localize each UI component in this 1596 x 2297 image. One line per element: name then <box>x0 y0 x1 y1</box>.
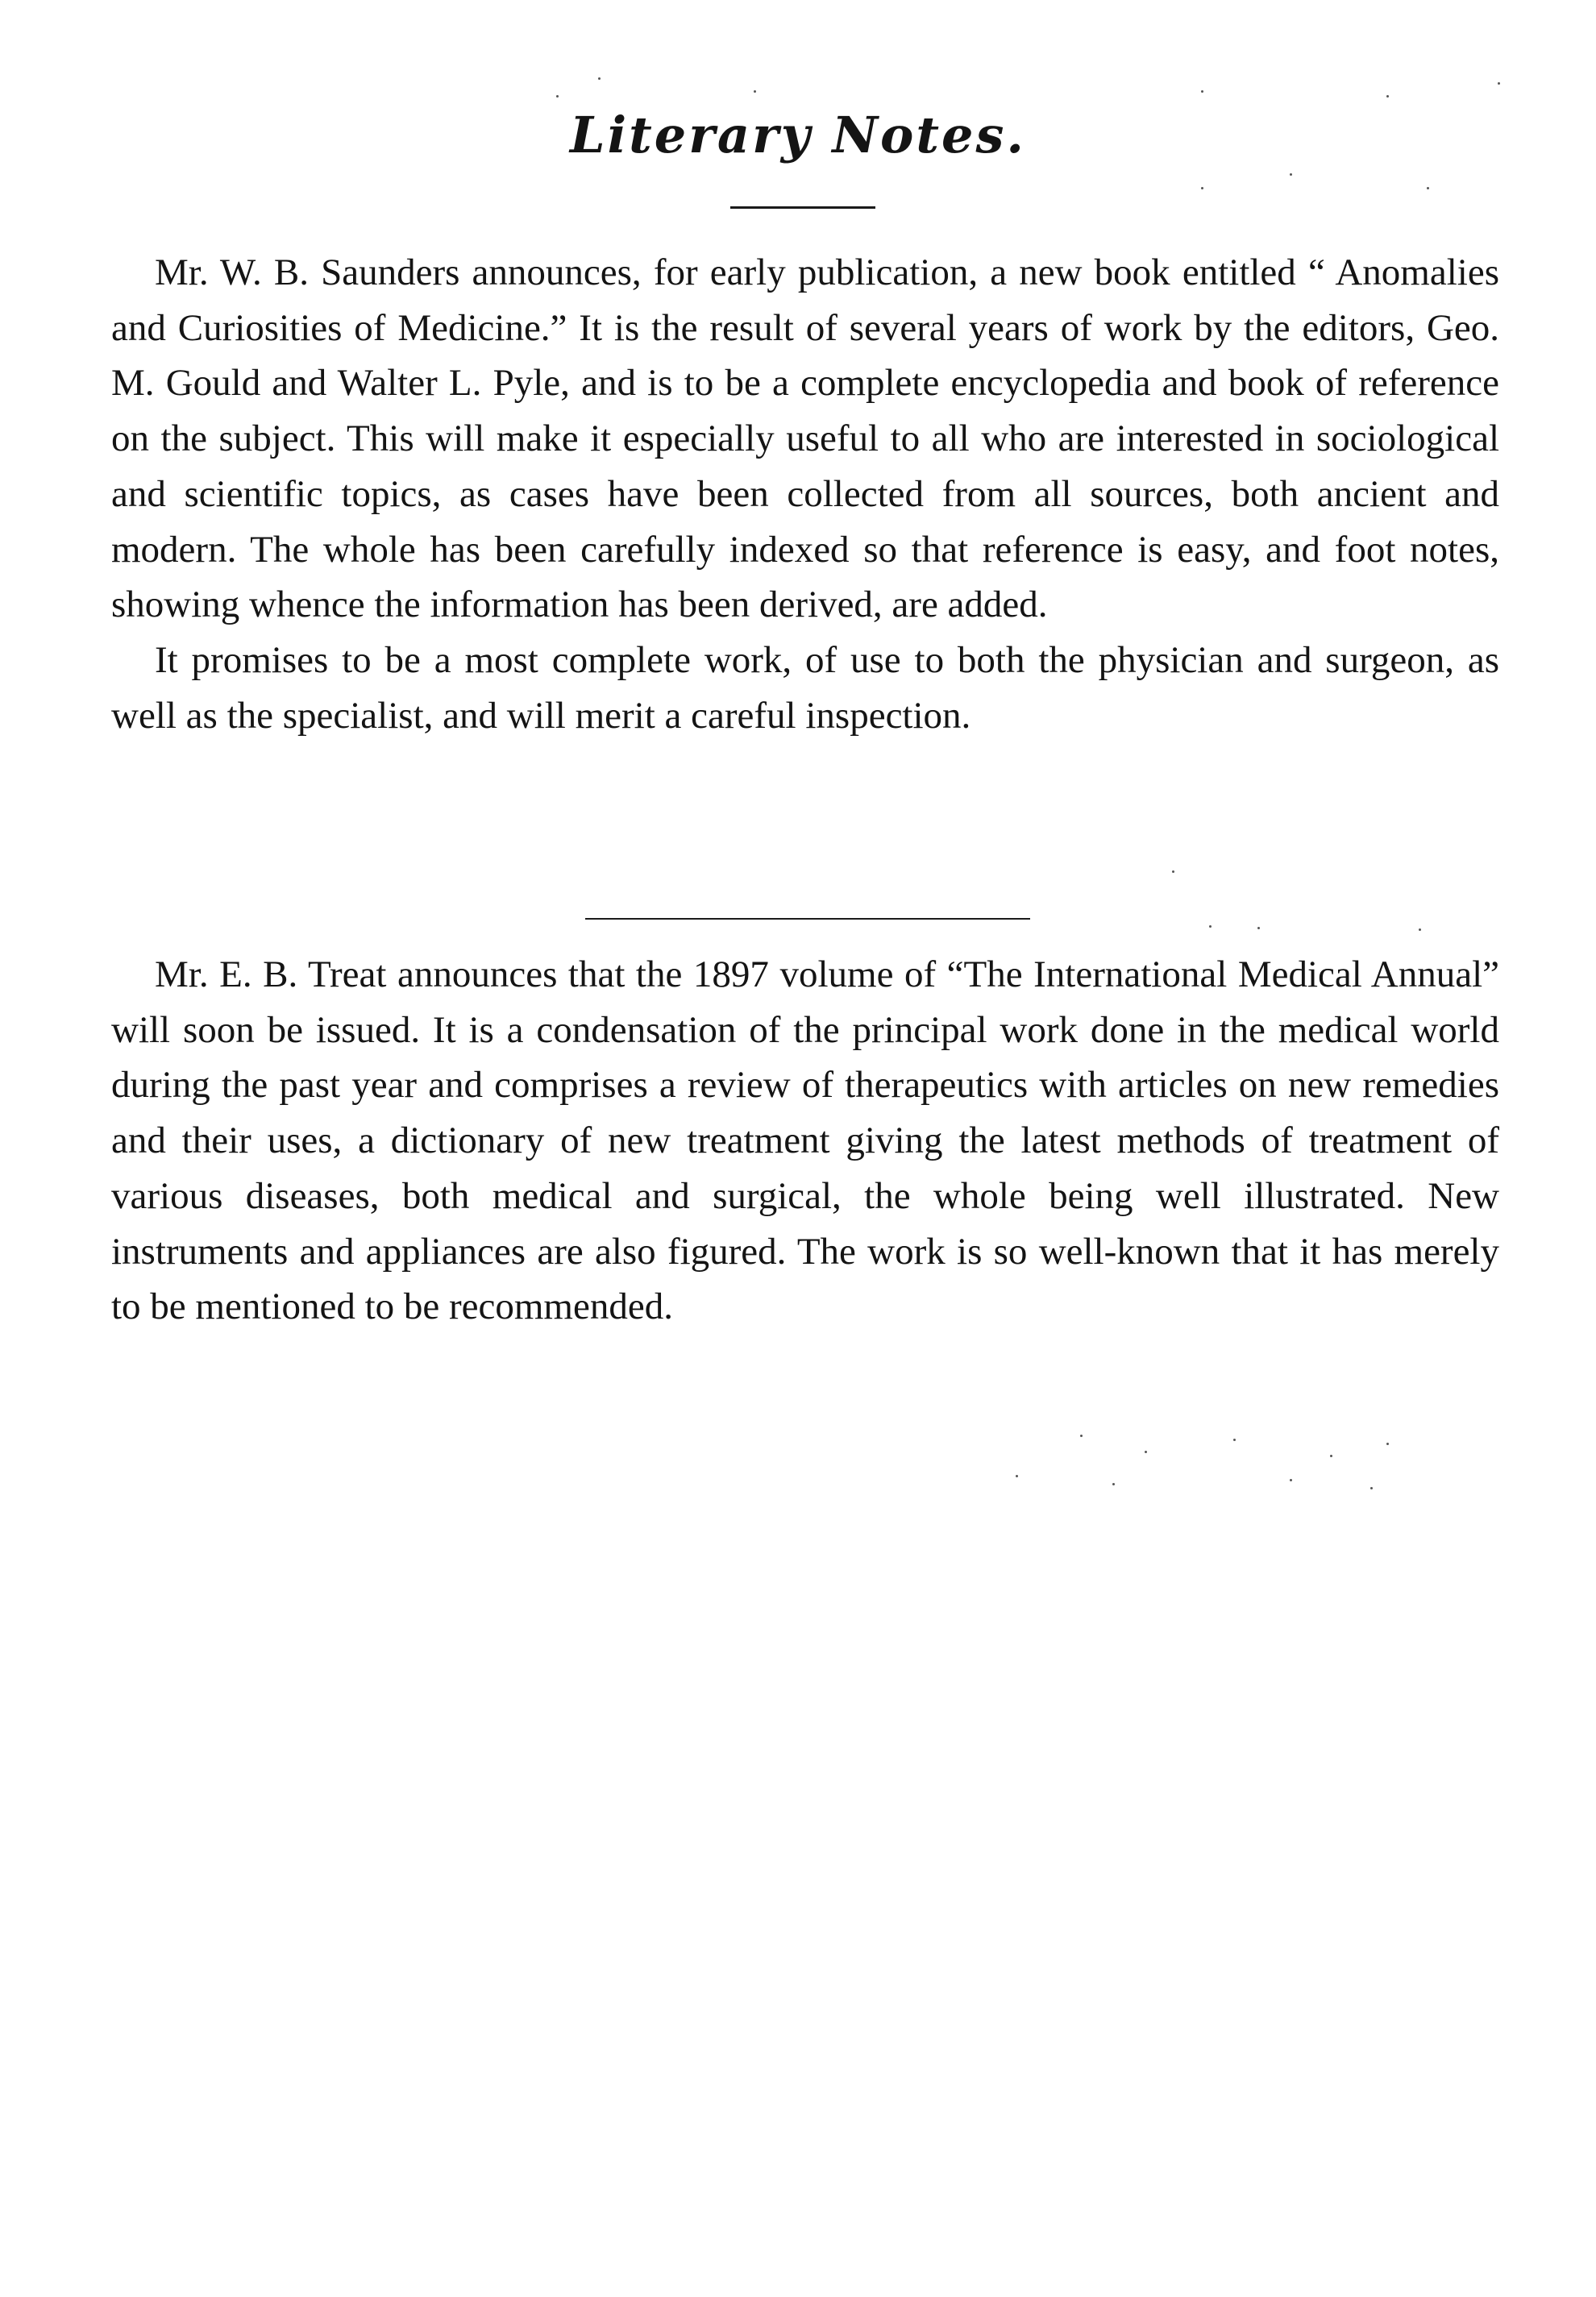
scan-speck <box>1201 187 1203 189</box>
article-paragraph: It promises to be a most complete work, of use to both the physician and surgeon, as well as the specialist, and will merit a careful inspection. <box>111 638 1499 737</box>
scan-speck <box>1370 1487 1373 1489</box>
article-paragraph: Mr. E. B. Treat announces that the 1897 volume of “The International Medical Annual” will soon be issued. It is a condensation of the principal work done in the medical world during the past year and comprises a review of therapeutics with articles on new remedies and their uses, a dictionary of new treatment giving the latest methods of treatment of various diseases, both medical and surgical, the whole being well illustrated. New instruments and appliances are also figured. The work is so well-known that it has merely to be mentioned to be recommended. <box>111 953 1499 1328</box>
scan-speck <box>1201 90 1203 93</box>
page-title: Literary Notes. <box>570 106 1026 164</box>
article-treat <box>111 947 1499 1335</box>
scan-speck <box>1172 870 1174 873</box>
scan-speck <box>1290 1479 1292 1481</box>
scan-speck <box>1419 928 1421 931</box>
scan-speck <box>1498 82 1500 85</box>
scan-speck <box>1290 173 1292 176</box>
scan-speck <box>1145 1451 1147 1453</box>
article-paragraph: Mr. W. B. Saunders announces, for early publication, a new book entitled “ Anomalies and Curiosities of Medicine.” It is the result of several years of work by the editors, Geo. M. Gould and Walter L. Pyle, and is to be a complete encyclopedia and book of reference on the subject. This will make it especially useful to all who are interested in sociological and scientific topics, as cases have been collected from all sources, both ancient and modern. The whole has been carefully indexed so that reference is easy, and foot notes, showing whence the information has been derived, are added. <box>111 251 1499 626</box>
scan-speck <box>754 90 756 93</box>
title-divider <box>730 206 875 209</box>
scan-speck <box>598 77 601 80</box>
scan-speck <box>1080 1435 1083 1437</box>
scan-speck <box>1016 1475 1018 1477</box>
scan-speck <box>1330 1455 1332 1457</box>
scan-speck <box>1386 1443 1389 1445</box>
article-saunders <box>111 245 1499 743</box>
scan-speck <box>1427 187 1429 189</box>
section-divider <box>585 918 1030 920</box>
scan-speck <box>1233 1439 1236 1441</box>
scan-speck <box>556 95 559 98</box>
scan-speck <box>1257 927 1260 929</box>
scan-speck <box>1386 95 1389 98</box>
scan-speck <box>1209 925 1212 928</box>
scan-speck <box>1112 1483 1115 1485</box>
